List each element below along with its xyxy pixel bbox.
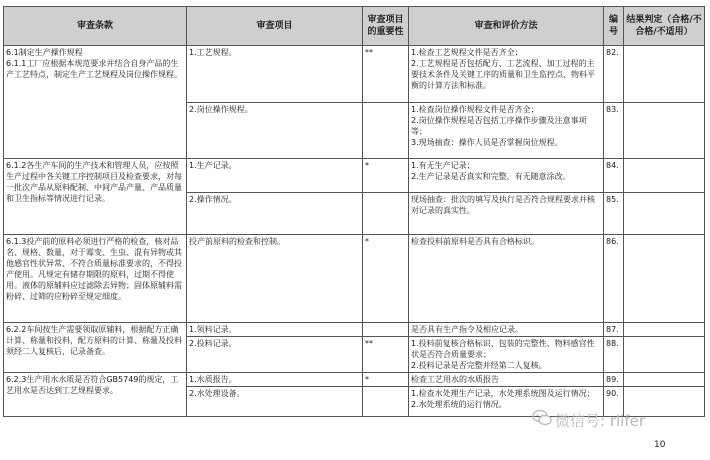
method-text: 是否具有生产指令及相应记录。 <box>411 325 523 334</box>
method-cell <box>409 373 604 387</box>
number-cell: 85. <box>604 193 624 235</box>
method-text: 2.水处理系统的运行情况。 <box>411 400 507 409</box>
method-text: 2.岗位操作规程是否包括工序操作步骤及注意事项等； <box>411 116 587 136</box>
result-cell <box>624 103 705 159</box>
number-cell: 86. <box>604 235 624 323</box>
method-text: 2.工艺规程是否包括配方、工艺流程、加工过程的主要技术条件及关键工序的质量和卫生监控点、物料平衡的计算方法和标准。 <box>411 59 595 90</box>
table-row <box>4 323 705 337</box>
wechat-icon <box>532 409 552 427</box>
result-cell <box>624 337 705 373</box>
number-cell: 83. <box>604 103 624 159</box>
method-cell <box>409 46 604 103</box>
clause-text: 6.1.1工厂应根据本规范要求并结合自身产品的生产工艺特点，制定生产工艺规程及岗位操作规程。 <box>6 59 182 79</box>
importance-cell: ** <box>363 337 409 373</box>
header-method: 审查和评价方法 <box>409 7 604 46</box>
number-cell: 82. <box>604 46 624 103</box>
method-text: 检查工艺用水的水质报告 <box>411 375 499 384</box>
clause-text: 6.2.3生产用水水质是否符合GB5749的规定，工艺用水是否达到工艺规程要求。 <box>6 375 179 395</box>
method-text: 检查投料前原料是否具有合格标识。 <box>411 237 539 246</box>
header-number: 编号 <box>604 7 624 46</box>
number-cell: 87. <box>604 323 624 337</box>
importance-cell <box>363 323 409 337</box>
clause-text: 6.1.3投产前的原料必须进行严格的检查，核对品名、规格、数量，对于霉变、生虫、混有异物或其他感官性状异常、不符合质量标准要求的，不得投产使用。凡规定有储存期限的原料，过期不得使用。液体的原辅料应过滤除去异物；固体原辅料需粉碎、过筛的应粉碎至规定细度。 <box>6 237 182 301</box>
number-cell: 90. <box>604 387 624 417</box>
audit-table <box>3 6 705 417</box>
method-text: 1.有无生产记录； <box>411 161 475 170</box>
method-text: 1.投料前复核合格标识、包装的完整性、物料感官性状是否符合质量要求； <box>411 339 595 359</box>
item-cell: 2.水处理设备。 <box>187 387 363 417</box>
importance-cell <box>363 387 409 417</box>
importance-cell: ** <box>363 46 409 103</box>
clause-cell <box>4 46 187 159</box>
header-importance: 审查项目的重要性 <box>363 7 409 46</box>
importance-cell: * <box>363 235 409 323</box>
importance-cell: * <box>363 159 409 193</box>
method-text: 3.现场抽查：操作人员是否掌握岗位规程。 <box>411 138 563 147</box>
clause-cell <box>4 159 187 235</box>
method-text: 现场抽查：批次的填写及执行是否符合规程要求并核对记录的真实性。 <box>411 195 595 215</box>
result-cell <box>624 235 705 323</box>
clause-text: 6.2.2车间按生产需要领取原辅料，根据配方正确计算、称量和投料，配方原料的计算、称量及投料须经二人复核后，记录备查。 <box>6 325 182 356</box>
method-cell <box>409 235 604 323</box>
method-cell <box>409 193 604 235</box>
importance-cell <box>363 193 409 235</box>
method-cell <box>409 103 604 159</box>
header-item: 审查项目 <box>187 7 363 46</box>
item-cell: 1.领料记录。 <box>187 323 363 337</box>
page-number: 10 <box>654 440 666 450</box>
item-cell: 2.岗位操作规程。 <box>187 103 363 159</box>
result-cell <box>624 193 705 235</box>
result-cell <box>624 159 705 193</box>
number-cell: 88. <box>604 337 624 373</box>
method-text: 1.检查水处理生产记录，水处理系统图及运行情况； <box>411 389 595 398</box>
method-cell <box>409 337 604 373</box>
item-cell: 1.生产记录。 <box>187 159 363 193</box>
importance-cell: * <box>363 373 409 387</box>
clause-text: 6.1制定生产操作规程 <box>6 48 83 57</box>
table-row <box>4 159 705 193</box>
clause-cell <box>4 323 187 373</box>
watermark-text: 微信号: rlifer <box>555 412 646 430</box>
clause-cell <box>4 373 187 417</box>
item-cell: 1.水质报告。 <box>187 373 363 387</box>
table-row <box>4 373 705 387</box>
number-cell: 89. <box>604 373 624 387</box>
table-row <box>4 235 705 323</box>
method-text: 1.检查岗位操作规程文件是否齐全； <box>411 105 539 114</box>
item-cell: 2.投料记录。 <box>187 337 363 373</box>
clause-text: 6.1.2各生产车间的生产技术和管理人员，应按照生产过程中各关键工序控制项目及检查要求，对每一批次产品从原料配制、中间产品产量、产品质量和卫生指标等情况进行记录。 <box>6 161 182 203</box>
importance-cell <box>363 103 409 159</box>
method-text: 2.生产记录是否真实和完整，有无随意涂改。 <box>411 172 571 181</box>
method-cell <box>409 323 604 337</box>
number-cell: 84. <box>604 159 624 193</box>
item-cell: 投产前原料的检查和控制。 <box>187 235 363 323</box>
item-cell: 2.操作情况。 <box>187 193 363 235</box>
header-result: 结果判定（合格/不合格/不适用） <box>624 7 705 46</box>
table-header-row <box>4 7 705 46</box>
table-body <box>4 46 705 417</box>
result-cell <box>624 46 705 103</box>
result-cell <box>624 323 705 337</box>
item-cell: 1.工艺规程。 <box>187 46 363 103</box>
clause-cell <box>4 235 187 323</box>
table-row <box>4 46 705 103</box>
header-clause: 审查条款 <box>4 7 187 46</box>
result-cell <box>624 373 705 387</box>
method-text: 1.检查工艺规程文件是否齐全； <box>411 48 523 57</box>
method-text: 2.投料记录是否完整并经第二人复核。 <box>411 361 547 370</box>
method-cell <box>409 159 604 193</box>
